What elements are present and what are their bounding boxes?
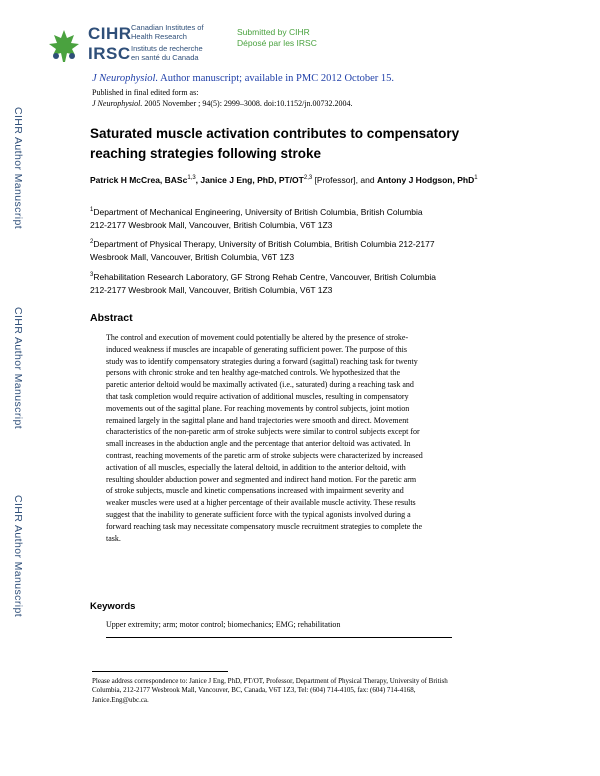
author-list: Patrick H McCrea, BASc$^{1,3}$, Janice J Eng, PhD, PT/OT$^{2,3}$ [Professor], and Antony J Hodgson, PhD$^1$: [90, 175, 478, 185]
side-label-author-manuscript: CIHR Author Manuscript: [12, 494, 24, 617]
manuscript-availability-link[interactable]: J Neurophysiol. Author manuscript; available in PMC 2012 October 15.: [92, 73, 395, 84]
submitted-by-label: Submitted by CIHR Déposé par les IRSC: [237, 27, 317, 48]
citation: J Neurophysiol. 2005 November ; 94(5): 2999–3008. doi:10.1152/jn.00732.2004.: [92, 99, 353, 108]
logo-english-name: Canadian Institutes of Health Research: [131, 23, 204, 41]
affiliation: $^1$Department of Mechanical Engineering, University of British Columbia, British Columbia 212-2177 Wesbrook Mall, Vancouver, British Columbia, V6T 1Z3: [90, 207, 423, 230]
affiliation: $^3$Rehabilitation Research Laboratory, GF Strong Rehab Centre, Vancouver, British Columbia 212-2177 Wesbrook Mall, Vancouver, British Columbia, V6T 1Z3: [90, 272, 437, 295]
correspondence-footnote: Please address correspondence to: Janice J Eng, PhD, PT/OT, Professor, Department of Physical Therapy, University of British Columbia, 212-2177 Wesbrook Mall, Vancouver, BC, Canada, V6T 1Z3, Tel: (604) 714-4105, fax: (604) 714-4168, Janice.Eng@ubc.ca.: [92, 677, 448, 704]
abstract-heading: Abstract: [90, 312, 133, 324]
article-title: Saturated muscle activation contributes to compensatory reaching strategies following stroke: [90, 126, 460, 161]
keywords-text: Upper extremity; arm; motor control; biomechanics; EMG; rehabilitation: [106, 620, 341, 629]
divider: [106, 637, 452, 638]
logo-french-name: Instituts de recherche en santé du Canada: [131, 44, 203, 62]
logo-irsc-text: IRSC: [88, 44, 131, 63]
footnote-divider: [92, 671, 228, 672]
side-label-author-manuscript: CIHR Author Manuscript: [12, 306, 24, 429]
abstract-text: The control and execution of movement could potentially be altered by the presence of stroke- induced weakness if muscles are incapable of generating sufficient power. The purpose of this study was to identify compensatory strategies during a forward (sagittal) reaching task for twenty persons with chronic stroke and ten healthy age-matched controls. We hypothesized that the paretic anterior deltoid would be maximally activated (i.e., saturated) during a reaching task and that task completion would require activation of additional muscles, resulting in compensatory movements out of the sagittal plane. For reaching movements by control subjects, joint motion remained largely in the sagittal plane and hand trajectories were smooth and direct. Movement characteristics of the non-paretic arm of stroke subjects were similar to control subjects except for small increases in the abduction angle and the percentage that anterior deltoid was activated. In contrast, reaching movements of the paretic arm of stroke subjects were characterized by increased activation of all muscles, especially the lateral deltoid, in addition to the anterior deltoid, with resulting shoulder abduction power and segmented and indirect hand motion. For the paretic arm of stroke subjects, muscle and kinetic compensations increased with impairment severity and weaker muscles were used at a higher percentage of their available muscle activity. These results suggest that the inability to generate sufficient force with the typical agonists involved during a forward reaching task may necessitate compensatory muscle recruitment strategies to complete the task.: [106, 333, 423, 543]
affiliation: $^2$Department of Physical Therapy, University of British Columbia, British Columbia 212-2177 Wesbrook Mall, Vancouver, British Columbia, V6T 1Z3: [90, 239, 435, 262]
keywords-heading: Keywords: [90, 601, 136, 612]
published-label: Published in final edited form as:: [92, 88, 199, 97]
logo-cihr-text: CIHR: [88, 24, 132, 43]
side-label-author-manuscript: CIHR Author Manuscript: [12, 106, 24, 229]
cihr-leaf-logo-icon: [44, 26, 84, 66]
